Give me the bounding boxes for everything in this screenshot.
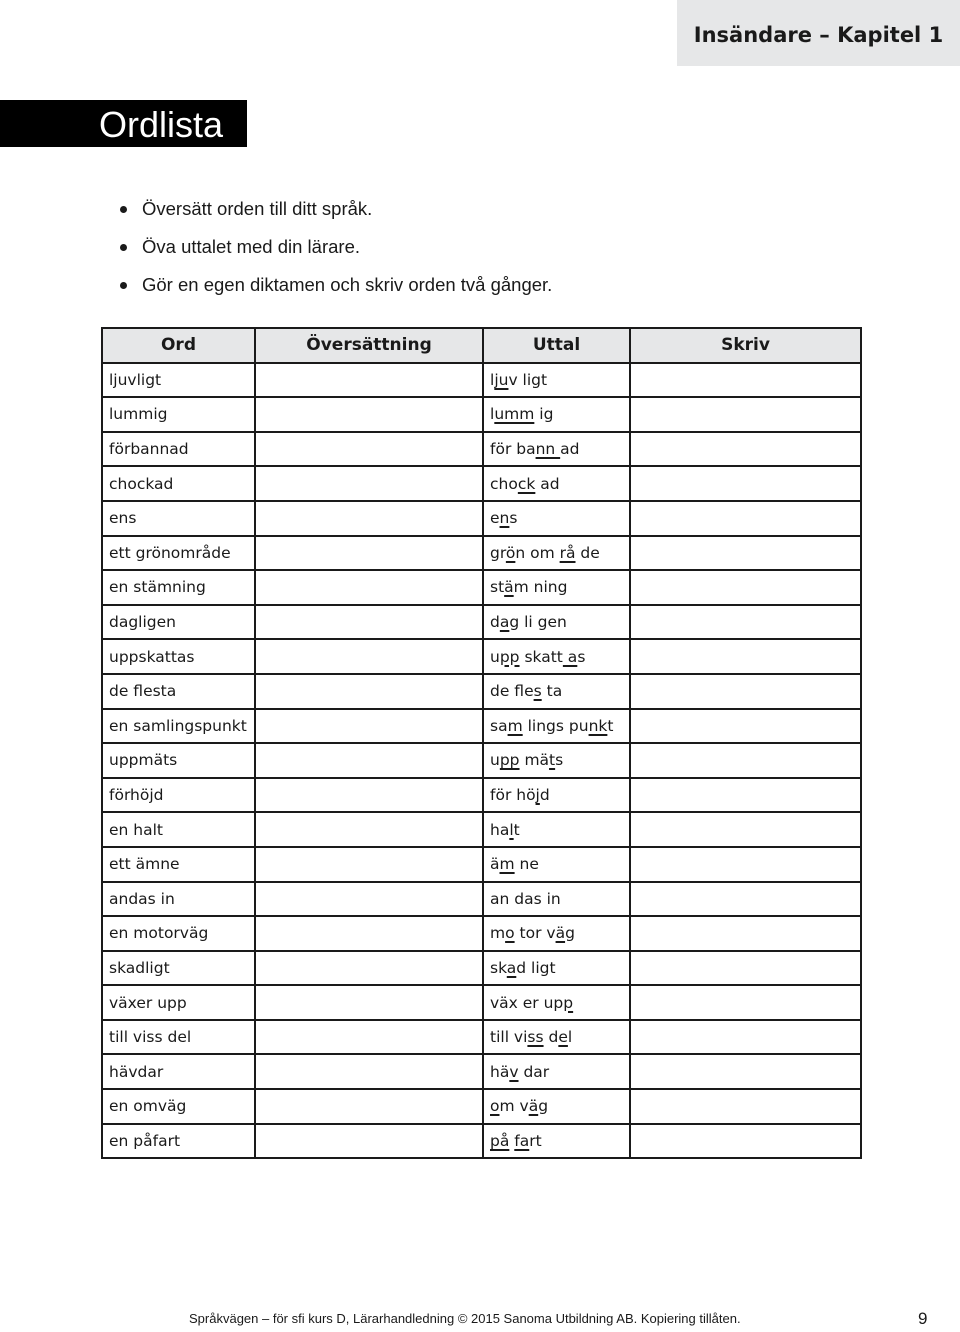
column-header-write: Skriv bbox=[630, 328, 861, 363]
word-cell: hävdar bbox=[102, 1054, 255, 1089]
table-row bbox=[102, 639, 861, 674]
write-cell[interactable] bbox=[630, 605, 861, 640]
pronunciation-cell: för höjd bbox=[483, 778, 630, 813]
table-row bbox=[102, 916, 861, 951]
pronunciation-cell: dag li gen bbox=[483, 605, 630, 640]
word-cell: förhöjd bbox=[102, 778, 255, 813]
word-cell: en motorväg bbox=[102, 916, 255, 951]
write-cell[interactable] bbox=[630, 1020, 861, 1055]
pronunciation-cell: mo tor väg bbox=[483, 916, 630, 951]
write-cell[interactable] bbox=[630, 570, 861, 605]
word-cell: uppskattas bbox=[102, 639, 255, 674]
pronunciation-cell: för bann ad bbox=[483, 432, 630, 467]
word-cell: uppmäts bbox=[102, 743, 255, 778]
word-cell: en samlingspunkt bbox=[102, 709, 255, 744]
translation-cell[interactable] bbox=[255, 812, 483, 847]
write-cell[interactable] bbox=[630, 1054, 861, 1089]
pronunciation-cell: grön om rå de bbox=[483, 536, 630, 571]
word-cell: till viss del bbox=[102, 1020, 255, 1055]
pronunciation-cell: skad ligt bbox=[483, 951, 630, 986]
write-cell[interactable] bbox=[630, 743, 861, 778]
translation-cell[interactable] bbox=[255, 1020, 483, 1055]
pronunciation-cell: väx er upp bbox=[483, 985, 630, 1020]
table-row bbox=[102, 570, 861, 605]
write-cell[interactable] bbox=[630, 812, 861, 847]
table-row bbox=[102, 466, 861, 501]
table-row bbox=[102, 951, 861, 986]
translation-cell[interactable] bbox=[255, 501, 483, 536]
translation-cell[interactable] bbox=[255, 466, 483, 501]
word-cell: andas in bbox=[102, 882, 255, 917]
table-row bbox=[102, 743, 861, 778]
table-row bbox=[102, 778, 861, 813]
table-row bbox=[102, 536, 861, 571]
translation-cell[interactable] bbox=[255, 847, 483, 882]
word-cell: ljuvligt bbox=[102, 363, 255, 398]
word-cell: skadligt bbox=[102, 951, 255, 986]
table-header-row bbox=[102, 328, 861, 363]
pronunciation-cell: sam lings punkt bbox=[483, 709, 630, 744]
translation-cell[interactable] bbox=[255, 1089, 483, 1124]
instruction-item: Översätt orden till ditt språk. bbox=[118, 190, 552, 228]
write-cell[interactable] bbox=[630, 466, 861, 501]
translation-cell[interactable] bbox=[255, 674, 483, 709]
pronunciation-cell: häv dar bbox=[483, 1054, 630, 1089]
instruction-item: Öva uttalet med din lärare. bbox=[118, 228, 552, 266]
translation-cell[interactable] bbox=[255, 985, 483, 1020]
write-cell[interactable] bbox=[630, 501, 861, 536]
table-row bbox=[102, 1124, 861, 1159]
translation-cell[interactable] bbox=[255, 536, 483, 571]
pronunciation-cell: de fles ta bbox=[483, 674, 630, 709]
table-row bbox=[102, 674, 861, 709]
pronunciation-cell: till viss del bbox=[483, 1020, 630, 1055]
pronunciation-cell: ens bbox=[483, 501, 630, 536]
word-cell: ett ämne bbox=[102, 847, 255, 882]
page-title: Ordlista bbox=[99, 104, 224, 145]
translation-cell[interactable] bbox=[255, 570, 483, 605]
word-cell: förbannad bbox=[102, 432, 255, 467]
page-number: 9 bbox=[918, 1309, 928, 1328]
write-cell[interactable] bbox=[630, 397, 861, 432]
write-cell[interactable] bbox=[630, 363, 861, 398]
write-cell[interactable] bbox=[630, 951, 861, 986]
table-row bbox=[102, 363, 861, 398]
translation-cell[interactable] bbox=[255, 778, 483, 813]
chapter-label: Insändare – Kapitel 1 bbox=[693, 23, 944, 47]
word-cell: växer upp bbox=[102, 985, 255, 1020]
word-cell: en halt bbox=[102, 812, 255, 847]
translation-cell[interactable] bbox=[255, 363, 483, 398]
chapter-header bbox=[677, 0, 960, 66]
translation-cell[interactable] bbox=[255, 1054, 483, 1089]
word-cell: ett grönområde bbox=[102, 536, 255, 571]
translation-cell[interactable] bbox=[255, 1124, 483, 1159]
table-row bbox=[102, 501, 861, 536]
write-cell[interactable] bbox=[630, 674, 861, 709]
word-cell: de flesta bbox=[102, 674, 255, 709]
table-row bbox=[102, 397, 861, 432]
word-cell: dagligen bbox=[102, 605, 255, 640]
table-row bbox=[102, 1020, 861, 1055]
translation-cell[interactable] bbox=[255, 397, 483, 432]
write-cell[interactable] bbox=[630, 1124, 861, 1159]
table-body bbox=[102, 363, 861, 1159]
pronunciation-cell: stäm ning bbox=[483, 570, 630, 605]
word-cell: en påfart bbox=[102, 1124, 255, 1159]
write-cell[interactable] bbox=[630, 882, 861, 917]
translation-cell[interactable] bbox=[255, 639, 483, 674]
instruction-item: Gör en egen diktamen och skriv orden två gånger. bbox=[118, 266, 552, 304]
write-cell[interactable] bbox=[630, 536, 861, 571]
table-row bbox=[102, 432, 861, 467]
write-cell[interactable] bbox=[630, 847, 861, 882]
word-cell: lummig bbox=[102, 397, 255, 432]
pronunciation-cell: chock ad bbox=[483, 466, 630, 501]
word-cell: chockad bbox=[102, 466, 255, 501]
write-cell[interactable] bbox=[630, 916, 861, 951]
table-row bbox=[102, 847, 861, 882]
pronunciation-cell: upp skatt as bbox=[483, 639, 630, 674]
translation-cell[interactable] bbox=[255, 951, 483, 986]
write-cell[interactable] bbox=[630, 1089, 861, 1124]
footer-text: Språkvägen – för sfi kurs D, Lärarhandledning © 2015 Sanoma Utbildning AB. Kopiering tillåten. bbox=[189, 1311, 741, 1326]
translation-cell[interactable] bbox=[255, 916, 483, 951]
pronunciation-cell: på fart bbox=[483, 1124, 630, 1159]
translation-cell[interactable] bbox=[255, 709, 483, 744]
write-cell[interactable] bbox=[630, 778, 861, 813]
table-row bbox=[102, 1054, 861, 1089]
pronunciation-cell: om väg bbox=[483, 1089, 630, 1124]
translation-cell[interactable] bbox=[255, 432, 483, 467]
pronunciation-cell: halt bbox=[483, 812, 630, 847]
write-cell[interactable] bbox=[630, 639, 861, 674]
pronunciation-cell: upp mäts bbox=[483, 743, 630, 778]
table-row bbox=[102, 882, 861, 917]
translation-cell[interactable] bbox=[255, 882, 483, 917]
table-row bbox=[102, 812, 861, 847]
pronunciation-cell: lumm ig bbox=[483, 397, 630, 432]
column-header-pronunciation: Uttal bbox=[483, 328, 630, 363]
column-header-translation: Översättning bbox=[255, 328, 483, 363]
translation-cell[interactable] bbox=[255, 605, 483, 640]
column-header-word: Ord bbox=[102, 328, 255, 363]
write-cell[interactable] bbox=[630, 985, 861, 1020]
instruction-list bbox=[118, 190, 552, 304]
word-table bbox=[101, 327, 862, 1159]
table-row bbox=[102, 1089, 861, 1124]
word-cell: ens bbox=[102, 501, 255, 536]
table-row bbox=[102, 605, 861, 640]
pronunciation-cell: äm ne bbox=[483, 847, 630, 882]
table-row bbox=[102, 985, 861, 1020]
pronunciation-cell: ljuv ligt bbox=[483, 363, 630, 398]
word-cell: en omväg bbox=[102, 1089, 255, 1124]
write-cell[interactable] bbox=[630, 709, 861, 744]
word-cell: en stämning bbox=[102, 570, 255, 605]
table-row bbox=[102, 709, 861, 744]
write-cell[interactable] bbox=[630, 432, 861, 467]
pronunciation-cell: an das in bbox=[483, 882, 630, 917]
translation-cell[interactable] bbox=[255, 743, 483, 778]
